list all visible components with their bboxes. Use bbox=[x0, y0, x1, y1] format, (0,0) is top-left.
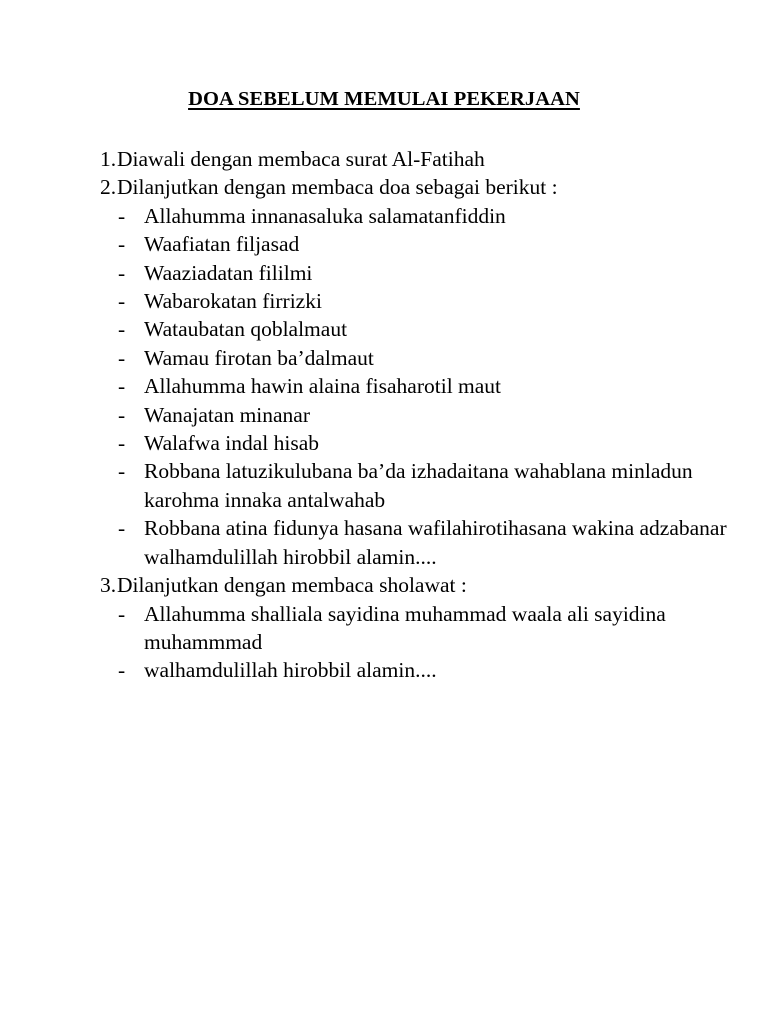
list-item bbox=[100, 600, 740, 657]
list-item bbox=[100, 287, 740, 315]
list-item bbox=[100, 230, 740, 258]
list-item-text: Robbana atina fidunya hasana wafilahirotihasana wakina adzabanar walhamdulillah hirobbil alamin.... bbox=[144, 516, 727, 569]
bullet-dash: - bbox=[118, 658, 126, 683]
list-item-text: walhamdulillah hirobbil alamin.... bbox=[144, 658, 437, 683]
document-title: DOA SEBELUM MEMULAI PEKERJAAN bbox=[188, 88, 580, 110]
step-2 bbox=[100, 173, 740, 201]
list-item-text: Waaziadatan fililmi bbox=[144, 260, 313, 285]
step-number: 2. bbox=[100, 175, 117, 200]
list-item bbox=[100, 259, 740, 287]
bullet-dash: - bbox=[118, 516, 126, 541]
list-item-text: Wabarokatan firrizki bbox=[144, 289, 322, 314]
bullet-dash: - bbox=[118, 289, 126, 314]
step-text: Diawali dengan membaca surat Al-Fatihah bbox=[117, 147, 485, 171]
list-item bbox=[100, 656, 740, 684]
step-1 bbox=[100, 145, 740, 173]
document-body bbox=[100, 145, 740, 685]
step-number: 1. bbox=[100, 147, 117, 171]
step-number: 3. bbox=[100, 573, 117, 598]
bullet-dash: - bbox=[118, 317, 126, 342]
list-item-text: Waafiatan filjasad bbox=[144, 232, 300, 257]
bullet-dash: - bbox=[118, 459, 126, 484]
list-item-text: Robbana latuzikulubana ba’da izhadaitana wahablana minladun karohma innaka antalwahab bbox=[144, 459, 693, 512]
list-item-text: Allahumma hawin alaina fisaharotil maut bbox=[144, 374, 502, 399]
list-item bbox=[100, 372, 740, 400]
list-item-text: Allahumma innanasaluka salamatanfiddin bbox=[144, 203, 506, 228]
bullet-dash: - bbox=[118, 232, 126, 257]
list-item bbox=[100, 429, 740, 457]
bullet-dash: - bbox=[118, 601, 126, 626]
step-text: Dilanjutkan dengan membaca doa sebagai berikut : bbox=[117, 175, 558, 200]
list-item-text: Wamau firotan ba’dalmaut bbox=[144, 345, 374, 370]
list-item bbox=[100, 344, 740, 372]
sholawat-list bbox=[100, 600, 740, 685]
bullet-dash: - bbox=[118, 345, 126, 370]
step-text: Dilanjutkan dengan membaca sholawat : bbox=[117, 573, 467, 598]
list-item-text: Walafwa indal hisab bbox=[144, 431, 319, 456]
bullet-dash: - bbox=[118, 260, 126, 285]
bullet-dash: - bbox=[118, 374, 126, 399]
list-item bbox=[100, 514, 740, 571]
list-item bbox=[100, 315, 740, 343]
list-item bbox=[100, 401, 740, 429]
list-item-text: Wataubatan qoblalmaut bbox=[144, 317, 348, 342]
list-item bbox=[100, 457, 740, 514]
step-3 bbox=[100, 571, 740, 599]
bullet-dash: - bbox=[118, 431, 126, 456]
list-item-text: Allahumma shalliala sayidina muhammad waala ali sayidina muhammmad bbox=[144, 601, 666, 654]
bullet-dash: - bbox=[118, 402, 126, 427]
list-item-text: Wanajatan minanar bbox=[144, 402, 311, 427]
doa-list bbox=[100, 202, 740, 571]
bullet-dash: - bbox=[118, 203, 126, 228]
list-item bbox=[100, 202, 740, 230]
